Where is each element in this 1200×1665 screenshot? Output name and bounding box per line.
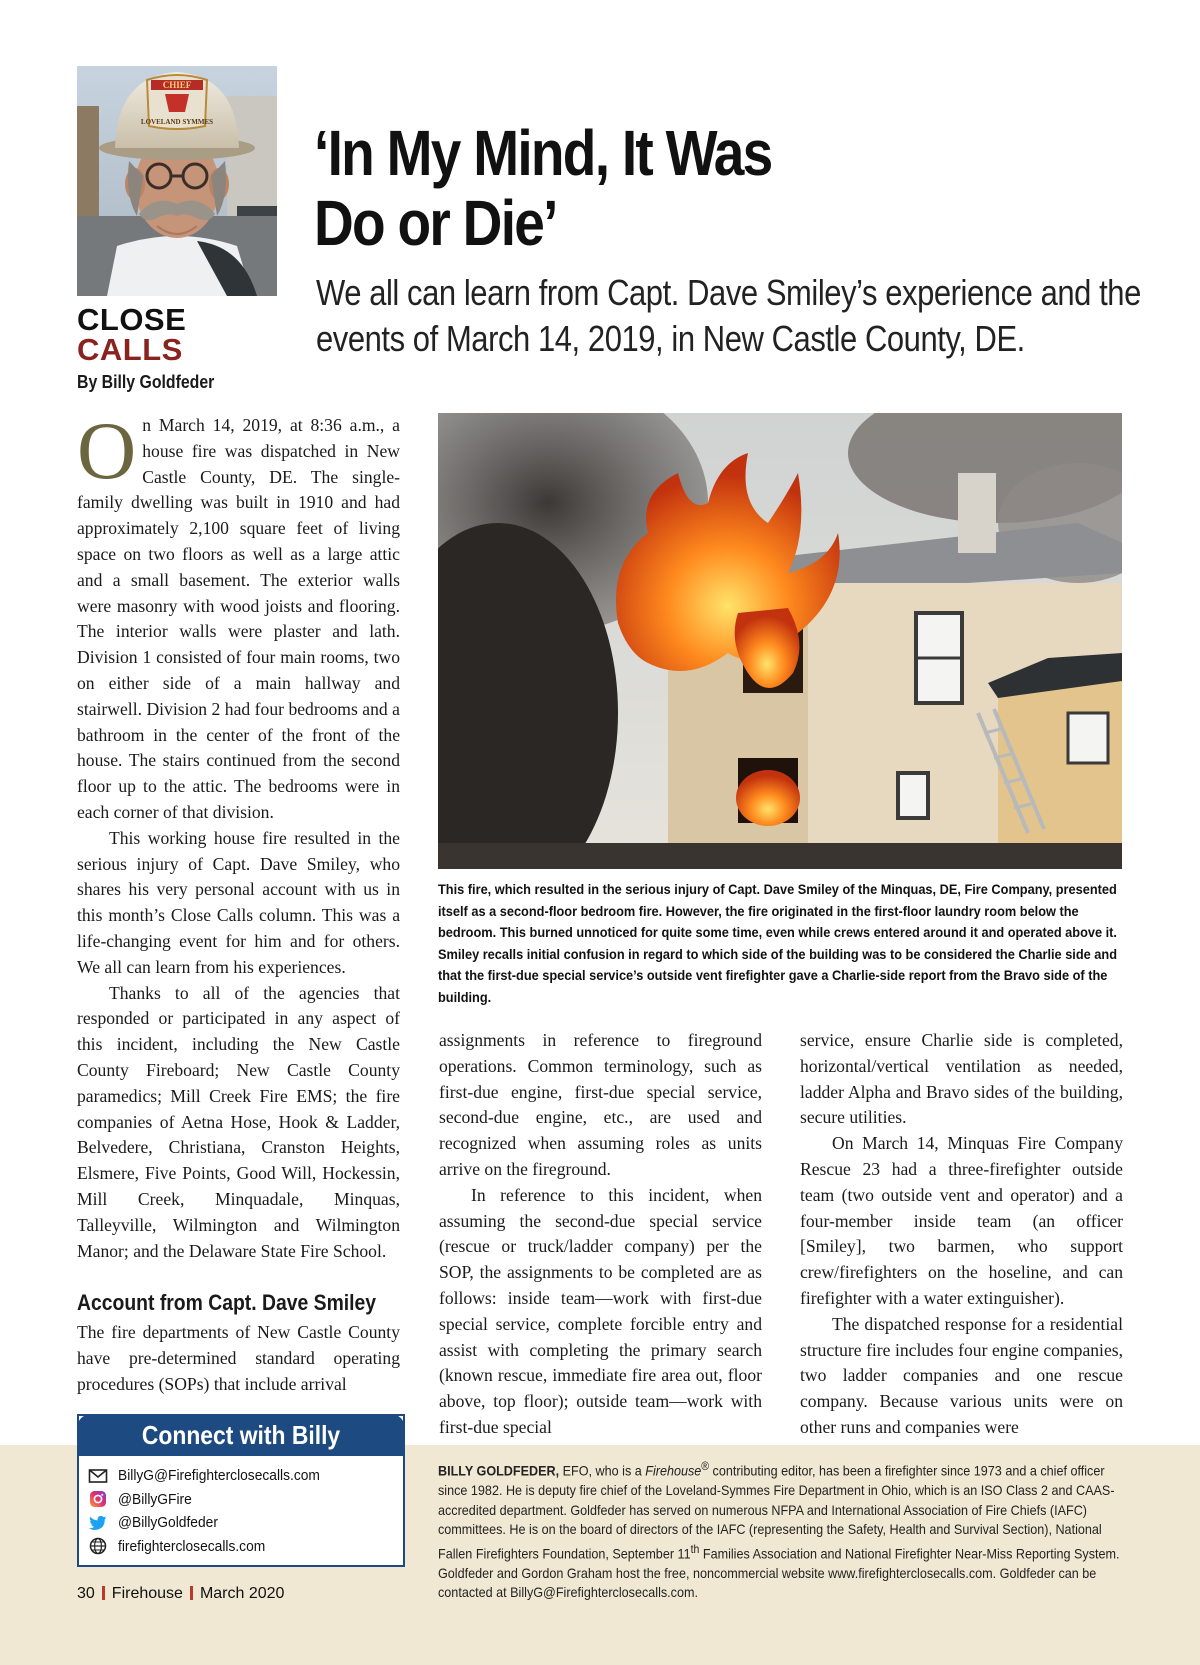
byline: By Billy Goldfeder	[77, 372, 215, 392]
column-name-close: CLOSE	[77, 302, 187, 337]
bio-name: BILLY GOLDFEDER,	[438, 1462, 560, 1479]
paragraph: service, ensure Charlie side is completed, horizontal/vertical ventilation as needed, ladder Alpha and Bravo sides of the building, secure utilities.	[800, 1030, 1123, 1128]
footer-separator	[102, 1586, 105, 1600]
connect-item-label: @BillyGFire	[118, 1490, 192, 1508]
instagram-icon	[88, 1490, 108, 1508]
article-subtitle: We all can learn from Capt. Dave Smiley’s experience and the events of March 14, 2019, in New Castle County, DE.	[316, 272, 1141, 359]
drop-cap: O	[77, 405, 137, 496]
paragraph: assignments in reference to fireground operations. Common terminology, such as first-due engine, first-due special service, second-due engine, etc., are used and recognized when assuming roles as units arrive on the fireground.	[439, 1030, 762, 1179]
connect-item-instagram[interactable]	[88, 1488, 408, 1512]
bio-magazine: Firehouse	[645, 1462, 702, 1479]
connect-item-email[interactable]	[88, 1464, 408, 1488]
web-icon	[88, 1537, 108, 1555]
article-column-2	[439, 1028, 762, 1441]
footer-issue: March 2020	[199, 1585, 285, 1602]
bio-superscript: th	[690, 1542, 700, 1556]
connect-heading-text: Connect with Billy	[141, 1420, 341, 1450]
connect-item-website[interactable]	[88, 1535, 408, 1559]
article-column-3	[800, 1028, 1123, 1441]
column-name	[77, 302, 277, 367]
paragraph: The dispatched response for a residential structure fire includes four engine companies, two ladder companies and one rescue company. Because various units were on other runs and companies were	[800, 1313, 1123, 1437]
title-line-2: Do or Die’	[314, 187, 557, 259]
bio-text: contributing editor, has been a firefighter since 1973 and a chief officer since 1982. He is deputy fire chief of the Loveland-Symmes Fire Department in Ohio, which is an ISO Class 2 and CAAS-accredited department. Goldfeder has served on numerous NFPA and International Association of Fire Chiefs (IAFC) committees. He is on the board of directors of the IAFC (representing the Safety, Health and Survival Section), National Fallen Firefighters Foundation, September 11	[438, 1462, 1115, 1562]
article-column-1	[77, 405, 400, 1398]
fire-photo	[438, 413, 1122, 869]
section-heading: Account from Capt. Dave Smiley	[77, 1290, 377, 1316]
paragraph: This working house fire resulted in the serious injury of Capt. Dave Smiley, who shares his very personal account with us in this month’s Close Calls column. This was a life-changing event for him and for others. We all can learn from his experiences.	[77, 827, 400, 977]
paragraph: Thanks to all of the agencies that responded or participated in any aspect of this incident, including the New Castle County Fireboard; New Castle County paramedics; Mill Creek Fire EMS; the fire companies of Aetna Hose, Hook & Ladder, Belvedere, Christiana, Cranston Heights, Elsmere, Five Points, Good Will, Hockessin, Mill Creek, Minquadale, Minquas, Talleyville, Wilmington and Wilmington Manor; and the Delaware State Fire School.	[77, 982, 400, 1261]
paragraph-intro-text: n March 14, 2019, at 8:36 a.m., a house fire was dispatched in New Castle County, DE. The single-family dwelling was built in 1910 and had approximately 2,100 square feet of living space on two floors as well as a large attic and a small basement. The exterior walls were masonry with wood joists and flooring. The interior walls were plaster and lath. Division 1 consisted of four main rooms, two on either side of a main hallway and stairwell. Division 2 had four bedrooms and a bathroom in the center of the front of the house. The stairs continued from the second floor up to the attic. The bedrooms were in each corner of that division.	[77, 415, 400, 822]
paragraph: On March 14, Minquas Fire Company Rescue 23 had a three-firefighter outside team (two outside vent and operator) and a four-member inside team (an officer [Smiley], two barmen, who support crew/firefighters on the hoseline, and can firefighter with a water extinguisher).	[800, 1133, 1123, 1308]
paragraph-intro	[77, 405, 400, 826]
footer-separator	[190, 1586, 193, 1600]
footer-magazine: Firehouse	[111, 1585, 183, 1602]
title-line-1: ‘In My Mind, It Was	[314, 117, 772, 189]
page-number: 30	[77, 1585, 95, 1602]
bio-text: Families Association and National Firefighter Near-Miss Reporting System. Goldfeder and Gordon Graham host the free, noncommercial website www.firefighterclosecalls.com. Goldfeder can be contacted at BillyG@Firefighterclosecalls.com.	[438, 1545, 1120, 1601]
connect-item-label: @BillyGoldfeder	[118, 1514, 218, 1532]
paragraph: In reference to this incident, when assuming the second-due special service (rescue or truck/ladder company) per the SOP, the assignments to be completed are as follows: inside team—work with first-due special service, complete forcible entry and assist with completing the primary search (known rescue, immediate fire area out, floor above, top floor); outside team—work with first-due special	[439, 1184, 762, 1437]
connect-item-label: firefighterclosecalls.com	[118, 1537, 266, 1555]
page-footer	[77, 1585, 284, 1603]
paragraph: The fire departments of New Castle County have pre-determined standard operating procedures (SOPs) that include arrival	[77, 1322, 400, 1394]
helmet-text-top: CHIEF	[162, 80, 192, 90]
connect-heading	[77, 1414, 405, 1456]
twitter-icon	[88, 1514, 108, 1532]
bio-registered-mark: ®	[701, 1460, 710, 1473]
article-title	[314, 118, 830, 258]
connect-item-label: BillyG@Firefighterclosecalls.com	[118, 1467, 320, 1485]
email-icon	[88, 1467, 108, 1485]
bio-text: EFO, who is a	[559, 1462, 646, 1479]
column-name-calls: CALLS	[77, 332, 183, 367]
connect-item-twitter[interactable]	[88, 1511, 408, 1535]
photo-caption: This fire, which resulted in the serious injury of Capt. Dave Smiley of the Minquas, DE, Fire Company, presented itself as a second-floor bedroom fire. However, the fire originated in the first-floor laundry room below the bedroom. This burned unnoticed for quite some time, even while crews entered around it and operated above it. Smiley recalls initial confusion in regard to which side of the building was to be considered the Charlie side and that the first-due special service’s outside vent firefighter gave a Charlie-side report from the Bravo side of the building.	[438, 882, 1118, 1006]
connect-list	[88, 1464, 408, 1558]
author-bio	[438, 1457, 1122, 1603]
helmet-text-bottom: LOVELAND SYMMES	[140, 118, 214, 126]
author-photo	[77, 66, 277, 296]
